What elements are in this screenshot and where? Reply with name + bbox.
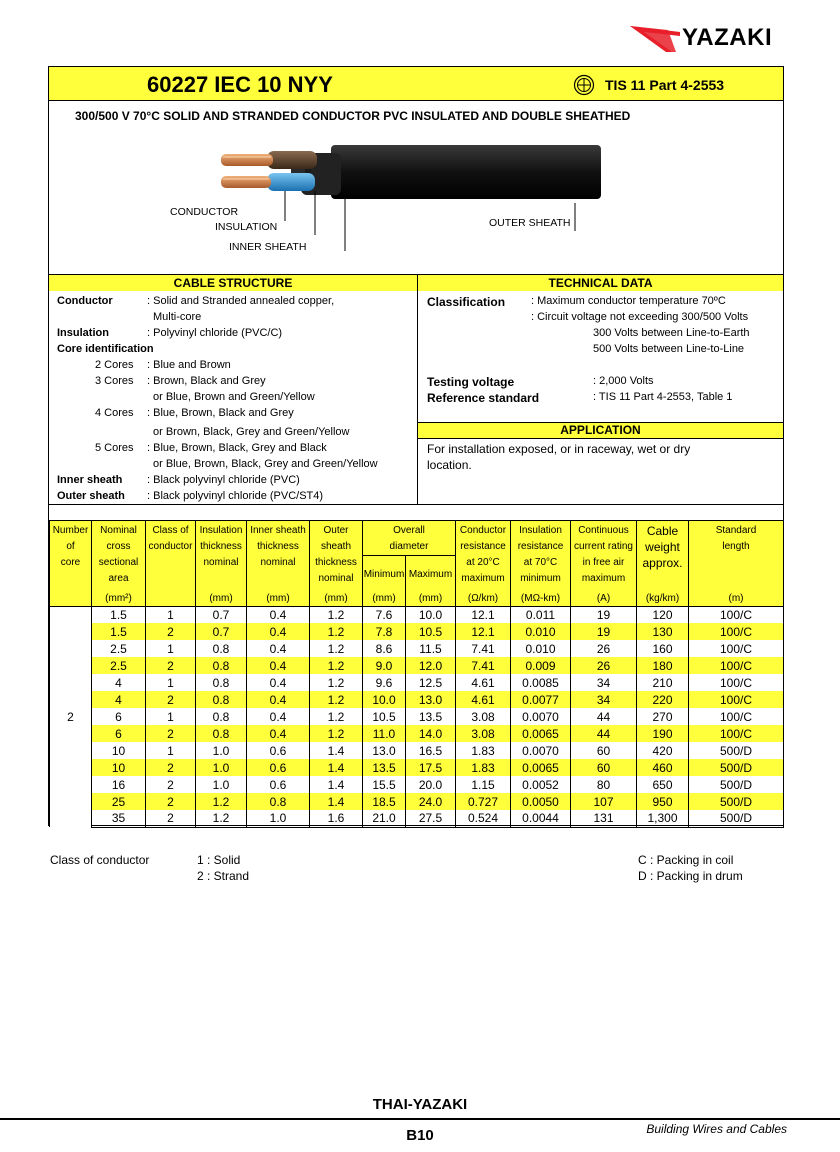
table-cell: 1.15 xyxy=(456,776,511,793)
label-conductor: CONDUCTOR xyxy=(170,206,239,218)
unit-cell: (mm) xyxy=(196,592,247,607)
table-cell: 0.4 xyxy=(247,657,310,674)
table-row xyxy=(50,742,784,759)
table-cell: 130 xyxy=(637,623,689,640)
table-cell: 12.1 xyxy=(456,606,511,623)
table-cell: 2 xyxy=(146,759,196,776)
table-cell: 1 xyxy=(146,742,196,759)
table-cell: 0.7 xyxy=(196,606,247,623)
cores-3-value-1: : Brown, Black and Grey xyxy=(147,375,266,387)
table-cell: 60 xyxy=(571,742,637,759)
table-cell: 10.0 xyxy=(363,691,406,708)
col-insulation-thickness: Insulation thickness nominal xyxy=(196,521,247,592)
col-standard-length: Standard length xyxy=(689,521,784,592)
table-cell: 100/C xyxy=(689,708,784,725)
table-cell: 100/C xyxy=(689,691,784,708)
table-cell: 1 xyxy=(146,640,196,657)
table-cell: 16.5 xyxy=(406,742,456,759)
application-line-1: For installation exposed, or in raceway, wet or dry xyxy=(427,442,691,456)
table-cell: 1.2 xyxy=(310,725,363,742)
table-cell: 0.0065 xyxy=(511,725,571,742)
table-cell: 1.2 xyxy=(310,640,363,657)
cores-4-value-1: : Blue, Brown, Black and Grey xyxy=(147,407,294,419)
col-overall-diameter: Overall diameter xyxy=(363,521,456,556)
table-cell: 1.2 xyxy=(310,708,363,725)
table-cell: 35 xyxy=(92,810,146,827)
table-cell: 1.4 xyxy=(310,793,363,810)
inner-sheath-label: Inner sheath xyxy=(57,474,123,486)
unit-cell: (mm) xyxy=(363,592,406,607)
table-cell: 24.0 xyxy=(406,793,456,810)
table-cell: 1 xyxy=(146,606,196,623)
table-cell: 100/C xyxy=(689,640,784,657)
table-cell: 0.0085 xyxy=(511,674,571,691)
reference-standard-label: Reference standard xyxy=(427,391,540,405)
table-cell: 0.727 xyxy=(456,793,511,810)
table-cell: 1.0 xyxy=(196,776,247,793)
table-cell: 10 xyxy=(92,759,146,776)
table-cell: 21.0 xyxy=(363,810,406,827)
table-cell: 13.0 xyxy=(406,691,456,708)
unit-cell: (mm) xyxy=(406,592,456,607)
table-row xyxy=(50,725,784,742)
table-cell: 950 xyxy=(637,793,689,810)
footer-rule xyxy=(0,1118,840,1120)
table-cell: 0.8 xyxy=(196,674,247,691)
tis-mark-icon xyxy=(573,74,595,96)
table-row xyxy=(50,810,784,827)
testing-voltage-label: Testing voltage xyxy=(427,375,515,389)
table-cell: 7.41 xyxy=(456,657,511,674)
label-inner-sheath: INNER SHEATH xyxy=(229,241,307,253)
table-cell: 0.8 xyxy=(247,793,310,810)
table-cell: 107 xyxy=(571,793,637,810)
table-cell: 0.4 xyxy=(247,725,310,742)
table-header-row xyxy=(50,521,784,556)
table-cell: 4 xyxy=(92,691,146,708)
unit-cell: (mm) xyxy=(310,592,363,607)
table-cell: 500/D xyxy=(689,810,784,827)
table-cell: 100/C xyxy=(689,606,784,623)
cores-2-label: 2 Cores xyxy=(95,359,134,371)
table-cell: 0.0070 xyxy=(511,742,571,759)
table-body xyxy=(50,606,784,827)
table-cell: 1 xyxy=(146,708,196,725)
table-cell: 20.0 xyxy=(406,776,456,793)
table-cell: 1.2 xyxy=(196,810,247,827)
cable-structure-header: CABLE STRUCTURE xyxy=(49,275,417,291)
legend-class-label: Class of conductor xyxy=(50,853,150,867)
core-identification-label: Core identification xyxy=(57,343,154,355)
conductor-value-1: : Solid and Stranded annealed copper, xyxy=(147,295,335,307)
classification-line-4: 500 Volts between Line-to-Line xyxy=(593,343,745,355)
conductor-value-2: Multi-core xyxy=(153,311,202,323)
table-cell: 12.0 xyxy=(406,657,456,674)
outer-sheath-label: Outer sheath xyxy=(57,490,125,502)
table-cell: 2.5 xyxy=(92,640,146,657)
table-cell: 0.7 xyxy=(196,623,247,640)
table-cell: 500/D xyxy=(689,793,784,810)
table-cell: 100/C xyxy=(689,623,784,640)
label-insulation: INSULATION xyxy=(215,221,278,233)
table-cell: 1.6 xyxy=(310,810,363,827)
table-cell: 0.0050 xyxy=(511,793,571,810)
footer-section: Building Wires and Cables xyxy=(646,1122,787,1136)
table-cell: 0.524 xyxy=(456,810,511,827)
table-cell: 0.6 xyxy=(247,776,310,793)
table-cell: 160 xyxy=(637,640,689,657)
table-cell: 4 xyxy=(92,674,146,691)
table-cell: 7.41 xyxy=(456,640,511,657)
tis-standard: TIS 11 Part 4-2553 xyxy=(605,77,725,93)
cores-2-value: : Blue and Brown xyxy=(147,359,231,371)
outer-sheath-value: : Black polyvinyl chloride (PVC/ST4) xyxy=(147,490,324,502)
inner-sheath-value: : Black polyvinyl chloride (PVC) xyxy=(147,474,300,486)
table-cell: 13.0 xyxy=(363,742,406,759)
column-divider xyxy=(417,274,418,504)
table-cell: 180 xyxy=(637,657,689,674)
table-cell: 100/C xyxy=(689,657,784,674)
table-row xyxy=(50,759,784,776)
cores-4-label: 4 Cores xyxy=(95,407,134,419)
table-cell: 44 xyxy=(571,708,637,725)
table-cell: 2 xyxy=(146,725,196,742)
table-row xyxy=(50,640,784,657)
table-cell: 650 xyxy=(637,776,689,793)
table-cell: 1 xyxy=(146,674,196,691)
table-cell: 220 xyxy=(637,691,689,708)
table-cell: 3.08 xyxy=(456,725,511,742)
core-count-cell: 2 xyxy=(50,606,92,827)
technical-data-header: TECHNICAL DATA xyxy=(418,275,783,291)
table-cell: 12.5 xyxy=(406,674,456,691)
datasheet-frame xyxy=(48,66,784,826)
table-row xyxy=(50,674,784,691)
table-cell: 44 xyxy=(571,725,637,742)
table-cell: 7.8 xyxy=(363,623,406,640)
table-cell: 2 xyxy=(146,691,196,708)
table-cell: 17.5 xyxy=(406,759,456,776)
unit-cell: (A) xyxy=(571,592,637,607)
table-cell: 1.4 xyxy=(310,759,363,776)
col-outer-sheath-thickness: Outer sheath thickness nominal xyxy=(310,521,363,592)
table-cell: 16 xyxy=(92,776,146,793)
table-cell: 0.6 xyxy=(247,742,310,759)
table-cell: 34 xyxy=(571,674,637,691)
title-bar xyxy=(49,67,783,101)
table-cell: 0.8 xyxy=(196,691,247,708)
table-cell: 6 xyxy=(92,725,146,742)
table-cell: 7.6 xyxy=(363,606,406,623)
table-cell: 2 xyxy=(146,776,196,793)
table-cell: 3.08 xyxy=(456,708,511,725)
table-row xyxy=(50,691,784,708)
table-cell: 12.1 xyxy=(456,623,511,640)
table-cell: 18.5 xyxy=(363,793,406,810)
insulation-value: : Polyvinyl chloride (PVC/C) xyxy=(147,327,283,339)
table-cell: 10 xyxy=(92,742,146,759)
page-number: B10 xyxy=(406,1127,434,1144)
col-diameter-max: Maximum xyxy=(406,556,456,592)
classification-line-1: : Maximum conductor temperature 70ºC xyxy=(531,295,726,307)
table-cell: 11.0 xyxy=(363,725,406,742)
table-cell: 2 xyxy=(146,657,196,674)
unit-cell: (MΩ-km) xyxy=(511,592,571,607)
table-cell: 0.4 xyxy=(247,708,310,725)
table-cell: 10.5 xyxy=(363,708,406,725)
unit-cell: (mm²) xyxy=(92,592,146,607)
table-cell: 1.2 xyxy=(196,793,247,810)
table-cell: 460 xyxy=(637,759,689,776)
table-cell: 190 xyxy=(637,725,689,742)
table-cell: 8.6 xyxy=(363,640,406,657)
unit-cell: (mm) xyxy=(247,592,310,607)
product-title: 60227 IEC 10 NYY xyxy=(147,72,333,97)
table-cell: 1.4 xyxy=(310,776,363,793)
legend-packing-coil: C : Packing in coil xyxy=(638,853,734,867)
classification-line-3: 300 Volts between Line-to-Earth xyxy=(593,327,750,339)
table-cell: 0.8 xyxy=(196,725,247,742)
table-cell: 0.8 xyxy=(196,657,247,674)
application-line-2: location. xyxy=(427,458,472,472)
table-cell: 0.010 xyxy=(511,640,571,657)
table-cell: 420 xyxy=(637,742,689,759)
table-cell: 210 xyxy=(637,674,689,691)
table-cell: 10.0 xyxy=(406,606,456,623)
table-cell: 6 xyxy=(92,708,146,725)
table-cell: 1.2 xyxy=(310,606,363,623)
table-cell: 100/C xyxy=(689,725,784,742)
insulation-label: Insulation xyxy=(57,327,109,339)
cores-5-value-1: : Blue, Brown, Black, Grey and Black xyxy=(147,442,327,454)
table-cell: 19 xyxy=(571,623,637,640)
col-inner-sheath-thickness: Inner sheath thickness nominal xyxy=(247,521,310,592)
table-cell: 60 xyxy=(571,759,637,776)
table-cell: 1,300 xyxy=(637,810,689,827)
table-cell: 2.5 xyxy=(92,657,146,674)
table-row xyxy=(50,623,784,640)
table-cell: 1.2 xyxy=(310,674,363,691)
table-cell: 13.5 xyxy=(406,708,456,725)
classification-line-2: : Circuit voltage not exceeding 300/500 Volts xyxy=(531,311,749,323)
table-cell: 0.4 xyxy=(247,674,310,691)
table-cell: 1.0 xyxy=(196,759,247,776)
cores-4-value-2: or Brown, Black, Grey and Green/Yellow xyxy=(153,426,350,438)
application-header: APPLICATION xyxy=(418,422,783,439)
table-cell: 120 xyxy=(637,606,689,623)
table-cell: 25 xyxy=(92,793,146,810)
table-cell: 1.5 xyxy=(92,623,146,640)
cores-5-label: 5 Cores xyxy=(95,442,134,454)
unit-cell xyxy=(146,592,196,607)
col-number-of-core: Number of core xyxy=(50,521,92,592)
table-cell: 1.4 xyxy=(310,742,363,759)
table-cell: 11.5 xyxy=(406,640,456,657)
table-cell: 0.0070 xyxy=(511,708,571,725)
cores-3-label: 3 Cores xyxy=(95,375,134,387)
table-cell: 0.0044 xyxy=(511,810,571,827)
table-cell: 0.6 xyxy=(247,759,310,776)
table-cell: 500/D xyxy=(689,742,784,759)
table-cell: 10.5 xyxy=(406,623,456,640)
table-cell: 14.0 xyxy=(406,725,456,742)
table-cell: 2 xyxy=(146,793,196,810)
legend-packing-drum: D : Packing in drum xyxy=(638,869,743,883)
table-cell: 131 xyxy=(571,810,637,827)
reference-standard-value: : TIS 11 Part 4-2553, Table 1 xyxy=(593,391,733,403)
col-cable-weight: Cable weight approx. xyxy=(637,521,689,592)
table-cell: 34 xyxy=(571,691,637,708)
table-cell: 27.5 xyxy=(406,810,456,827)
col-diameter-min: Minimum xyxy=(363,556,406,592)
table-cell: 0.4 xyxy=(247,640,310,657)
table-cell: 500/D xyxy=(689,759,784,776)
col-current-rating: Continuous current rating in free air maximum xyxy=(571,521,637,592)
subtitle: 300/500 V 70°C SOLID AND STRANDED CONDUCTOR PVC INSULATED AND DOUBLE SHEATHED xyxy=(75,109,631,123)
table-cell: 0.8 xyxy=(196,640,247,657)
table-cell: 1.2 xyxy=(310,657,363,674)
table-cell: 1.0 xyxy=(196,742,247,759)
table-cell: 0.4 xyxy=(247,606,310,623)
table-row xyxy=(50,708,784,725)
testing-voltage-value: : 2,000 Volts xyxy=(593,375,654,387)
yazaki-logo xyxy=(630,22,790,54)
tis-badge xyxy=(567,70,767,98)
table-cell: 0.011 xyxy=(511,606,571,623)
table-cell: 0.010 xyxy=(511,623,571,640)
table-cell: 0.0052 xyxy=(511,776,571,793)
table-row xyxy=(50,606,784,623)
table-cell: 0.8 xyxy=(196,708,247,725)
brand-name: YAZAKI xyxy=(682,24,773,51)
table-cell: 1.83 xyxy=(456,742,511,759)
col-insulation-resistance: Insulation resistance at 70°C minimum xyxy=(511,521,571,592)
table-cell: 1.2 xyxy=(310,623,363,640)
table-cell: 0.0077 xyxy=(511,691,571,708)
table-cell: 2 xyxy=(146,810,196,827)
table-cell: 0.009 xyxy=(511,657,571,674)
table-unit-row xyxy=(50,592,784,607)
table-cell: 1.0 xyxy=(247,810,310,827)
table-cell: 100/C xyxy=(689,674,784,691)
unit-cell: (kg/km) xyxy=(637,592,689,607)
table-cell: 500/D xyxy=(689,776,784,793)
table-cell: 0.4 xyxy=(247,691,310,708)
cores-5-value-2: or Blue, Brown, Black, Grey and Green/Yellow xyxy=(153,458,378,470)
table-cell: 15.5 xyxy=(363,776,406,793)
table-cell: 19 xyxy=(571,606,637,623)
unit-cell xyxy=(50,592,92,607)
table-cell: 270 xyxy=(637,708,689,725)
table-row xyxy=(50,657,784,674)
label-outer-sheath: OUTER SHEATH xyxy=(489,217,571,229)
classification-label: Classification xyxy=(427,295,506,309)
legend-class-2: 2 : Strand xyxy=(197,869,250,883)
table-cell: 0.4 xyxy=(247,623,310,640)
section-header-row xyxy=(49,274,783,291)
col-conductor-resistance: Conductor resistance at 20°C maximum xyxy=(456,521,511,592)
table-row xyxy=(50,776,784,793)
cores-3-value-2: or Blue, Brown and Green/Yellow xyxy=(153,391,315,403)
table-row xyxy=(50,793,784,810)
table-cell: 4.61 xyxy=(456,691,511,708)
table-cell: 13.5 xyxy=(363,759,406,776)
table-cell: 26 xyxy=(571,657,637,674)
table-cell: 9.0 xyxy=(363,657,406,674)
specification-table xyxy=(49,521,784,828)
table-cell: 26 xyxy=(571,640,637,657)
section-separator xyxy=(49,504,783,505)
table-cell: 4.61 xyxy=(456,674,511,691)
table-cell: 9.6 xyxy=(363,674,406,691)
table-cell: 1.83 xyxy=(456,759,511,776)
unit-cell: (Ω/km) xyxy=(456,592,511,607)
footer-brand: THAI-YAZAKI xyxy=(372,1096,468,1113)
yazaki-logo-icon xyxy=(630,22,680,54)
conductor-label: Conductor xyxy=(57,295,113,307)
table-cell: 0.0065 xyxy=(511,759,571,776)
legend-class-1: 1 : Solid xyxy=(197,853,241,867)
unit-cell: (m) xyxy=(689,592,784,607)
col-class: Class of conductor xyxy=(146,521,196,592)
table-cell: 80 xyxy=(571,776,637,793)
col-cross-section: Nominal cross sectional area xyxy=(92,521,146,592)
table-cell: 2 xyxy=(146,623,196,640)
table-cell: 1.2 xyxy=(310,691,363,708)
table-cell: 1.5 xyxy=(92,606,146,623)
